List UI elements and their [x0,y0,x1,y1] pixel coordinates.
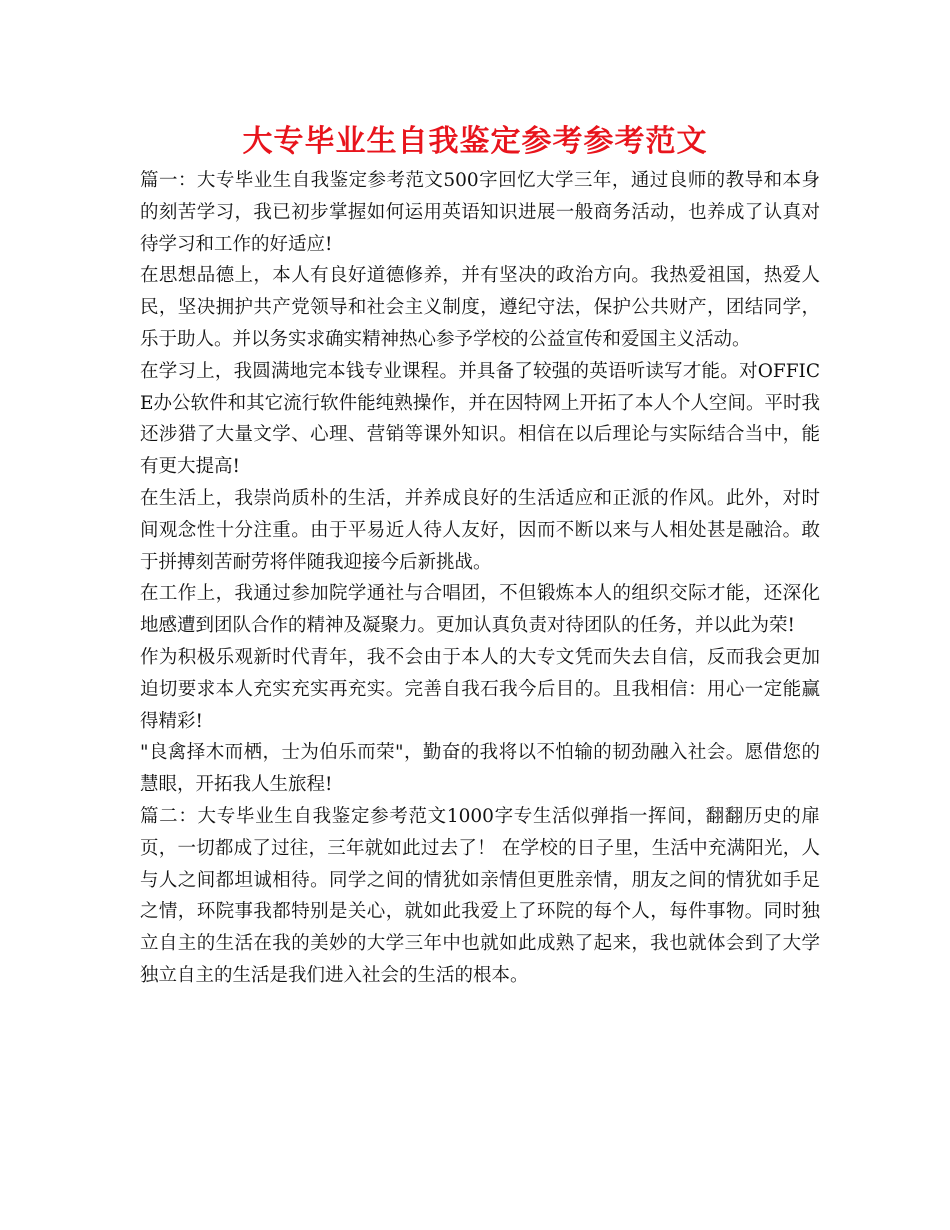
document-body [140,165,820,992]
paragraph-1: 篇一：大专毕业生自我鉴定参考范文500字回忆大学三年，通过良师的教导和本身的刻苦学习，我已初步掌握如何运用英语知识进展一般商务活动，也养成了认真对待学习和工作的好适应! [140,170,820,255]
paragraph-3: 在学习上，我圆满地完本钱专业课程。并具备了较强的英语听读写才能。对OFFICE办公软件和其它流行软件能纯熟操作，并在因特网上开拓了本人个人空间。平时我还涉猎了大量文学、心理、营销等课外知识。相信在以后理论与实际结合当中，能有更大提高! [140,360,820,478]
paragraph-6: 作为积极乐观新时代青年，我不会由于本人的大专文凭而失去自信，反而我会更加迫切要求本人充实充实再充实。完善自我石我今后目的。且我相信：用心一定能赢得精彩! [140,646,820,732]
paragraph-2: 在思想品德上，本人有良好道德修养，并有坚决的政治方向。我热爱祖国，热爱人民，坚决拥护共产党领导和社会主义制度，遵纪守法，保护公共财产，团结同学，乐于助人。并以务实求确实精神热心参予学校的公益宣传和爱国主义活动。 [140,265,820,350]
paragraph-5: 在工作上，我通过参加院学通社与合唱团，不但锻炼本人的组织交际才能，还深化地感遭到团队合作的精神及凝聚力。更加认真负责对待团队的任务，并以此为荣! [140,583,820,637]
document-title: 大专毕业生自我鉴定参考参考范文 [242,124,708,159]
paragraph-4: 在生活上，我崇尚质朴的生活，并养成良好的生活适应和正派的作风。此外，对时间观念性十分注重。由于平易近人待人友好，因而不断以来与人相处甚是融洽。敢于拼搏刻苦耐劳将伴随我迎接今后新挑战。 [140,487,820,573]
paragraph-7: "良禽择木而栖，士为伯乐而荣"，勤奋的我将以不怕输的韧劲融入社会。愿借您的慧眼，开拓我人生旅程! [140,742,820,796]
paragraph-8: 篇二：大专毕业生自我鉴定参考范文1000字专生活似弹指一挥间，翻翻历史的扉页，一切都成了过往，三年就如此过去了！ 在学校的日子里，生活中充满阳光，人与人之间都坦诚相待。同学之间的情犹如亲情但更胜亲情，朋友之间的情犹如手足之情，环院事我都特别是关心，就如此我爱上了环院的每个人，每件事物。同时独立自主的生活在我的美妙的大学三年中也就如此成熟了起来，我也就体会到了大学独立自主的生活是我们进入社会的生活的根本。 [140,805,820,986]
